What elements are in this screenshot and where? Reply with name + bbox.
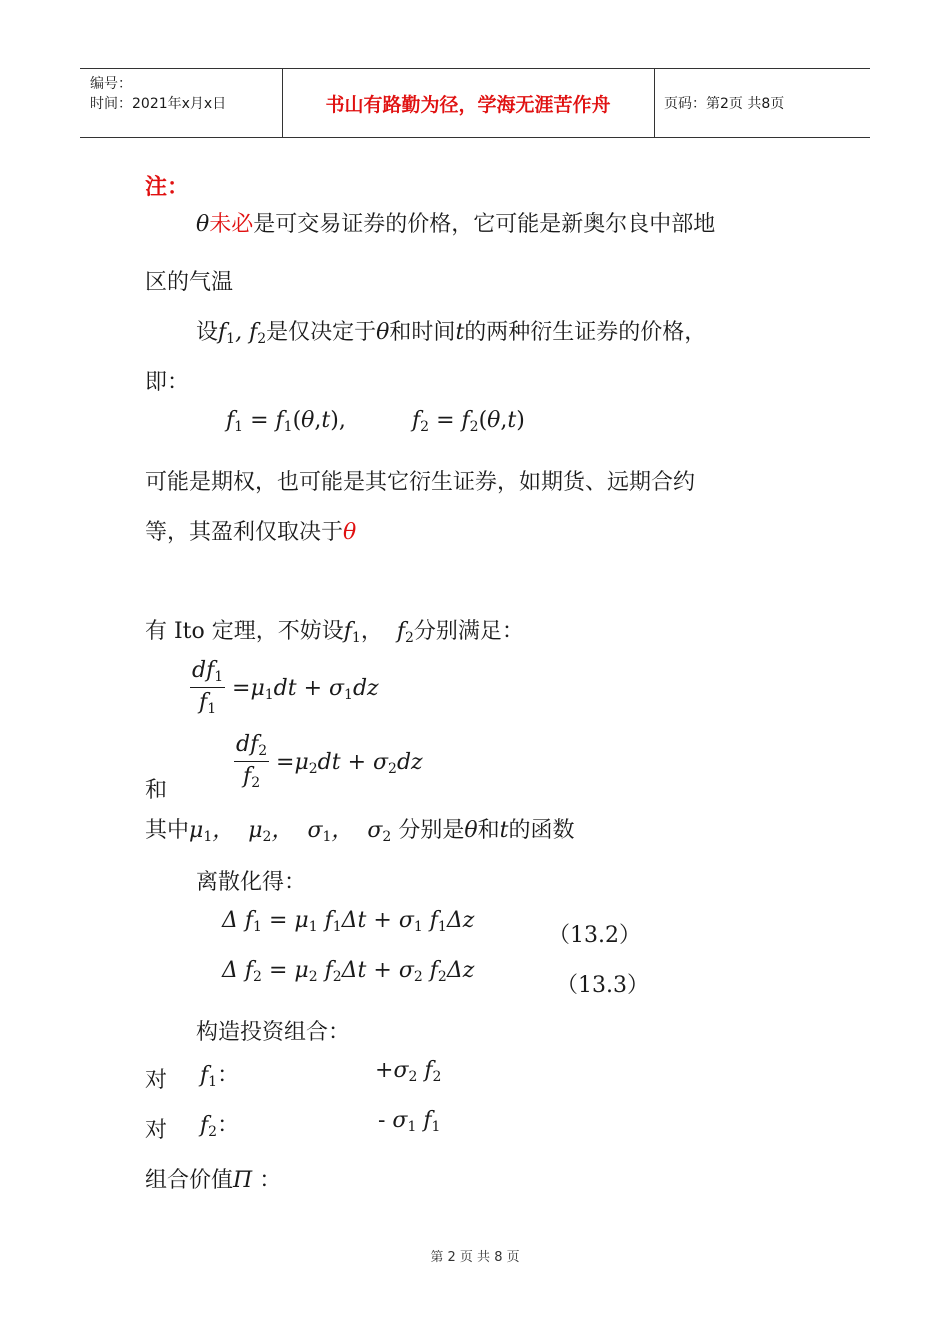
paragraph-1 <box>196 210 715 240</box>
equation-number-13-2: （13.2） <box>548 923 641 948</box>
equation-13-2: Δ $f_1 = \mu_1$ $f_1\Delta t + \sigma_1$ $f_1\Delta z$ <box>222 908 475 935</box>
p5-text-c: 和 <box>477 818 500 843</box>
portfolio-value <box>145 1166 281 1196</box>
f2-symbol: $f_2$ <box>396 619 414 646</box>
time-label: 时间：2021年x月x日 <box>90 96 227 112</box>
paragraph-3: 可能是期权，也可能是其它衍生证券，如期货、远期合约 <box>145 470 696 495</box>
note-title: 注： <box>145 174 190 200</box>
t-symbol: t <box>455 320 465 345</box>
theta-symbol: θ <box>343 520 357 545</box>
number-label: 编号： <box>90 76 132 92</box>
f1-f2-symbols: $f_1$, $f_2$ <box>218 320 267 347</box>
equation-number-13-3: （13.3） <box>556 973 649 998</box>
header-page-label: 页码：第2页 共8页 <box>664 96 785 112</box>
pi-symbol: Π <box>233 1168 253 1193</box>
equation-f1-definition: $f_1 = f_1(\theta,t)$, <box>226 408 346 435</box>
f1-item: $f_1$： <box>200 1063 240 1090</box>
p2-text-b: 是仅决定于 <box>266 320 377 345</box>
paragraph-4: 有 Ito 定理，不妨设$f_1$， $f_2$分别满足： <box>145 619 524 646</box>
for-f1-label: 对 <box>145 1068 168 1093</box>
page-footer: 第 2 页 共 8 页 <box>430 1250 520 1265</box>
fraction-df1-over-f1: $\frac{df_1}{f_1}$ <box>192 658 224 717</box>
header-motto: 书山有路勤为径，学海无涯苦作舟 <box>282 69 655 137</box>
paragraph-2 <box>196 318 706 354</box>
paragraph-1-line2: 区的气温 <box>145 270 234 295</box>
construct-portfolio-label: 构造投资组合： <box>196 1020 351 1045</box>
mu-sigma-symbols: $\mu_1$， $\mu_2$， $\sigma_1$， $\sigma_2$ <box>189 818 392 845</box>
p2-text-d: 的两种衍生证券的价格， <box>464 320 707 345</box>
p5-text-d: 的函数 <box>508 818 575 843</box>
t-symbol: t <box>499 818 509 843</box>
p2-text-a: 设 <box>196 320 219 345</box>
equation-df2-rhs: $=\mu_2dt + \sigma_2dz$ <box>276 750 423 777</box>
equation-df1-rhs: $=\mu_1dt + \sigma_1dz$ <box>232 676 379 703</box>
minus-sigma1-f1: - $\sigma_1$ $f_1$ <box>378 1108 441 1135</box>
theta-symbol: θ <box>376 320 390 345</box>
paragraph-1-text: 是可交易证券的价格，它可能是新奥尔良中部地 <box>253 212 716 237</box>
equation-f2-definition: $f_2 = f_2(\theta,t)$ <box>412 408 525 435</box>
f2-item: $f_2$： <box>200 1113 240 1140</box>
p2-text-c: 和时间 <box>389 320 456 345</box>
plus-sigma2-f2: $+\sigma_2$ $f_2$ <box>375 1058 442 1085</box>
p3-text: 等，其盈利仅取决于 <box>145 520 344 545</box>
f1-symbol: $f_1$ <box>343 619 361 646</box>
p5-text-a: 其中 <box>145 818 190 843</box>
p4-text-b: 分别满足： <box>413 619 524 644</box>
equation-13-3: Δ $f_2 = \mu_2$ $f_2\Delta t + \sigma_2$ $f_2\Delta z$ <box>222 958 475 985</box>
fraction-df2-over-f2: $\frac{df_2}{f_2}$ <box>236 732 268 791</box>
p5-text-b: 分别是 <box>398 818 465 843</box>
theta-symbol: θ <box>464 818 478 843</box>
theta-symbol: θ <box>196 212 210 237</box>
p4-text-a: 有 Ito 定理，不妨设 <box>145 619 344 644</box>
value-label-text: 组合价值 <box>145 1168 234 1193</box>
not-necessarily-text: 未必 <box>209 212 254 237</box>
for-f2-label: 对 <box>145 1118 168 1143</box>
page-header <box>80 68 870 138</box>
and-label: 和 <box>145 778 168 803</box>
paragraph-5 <box>145 816 574 852</box>
colon-text: ： <box>259 1168 282 1193</box>
header-meta-cell <box>80 69 283 137</box>
paragraph-3-line2 <box>145 518 356 548</box>
paragraph-2-line2: 即： <box>145 370 190 395</box>
discretize-label: 离散化得： <box>196 870 307 895</box>
